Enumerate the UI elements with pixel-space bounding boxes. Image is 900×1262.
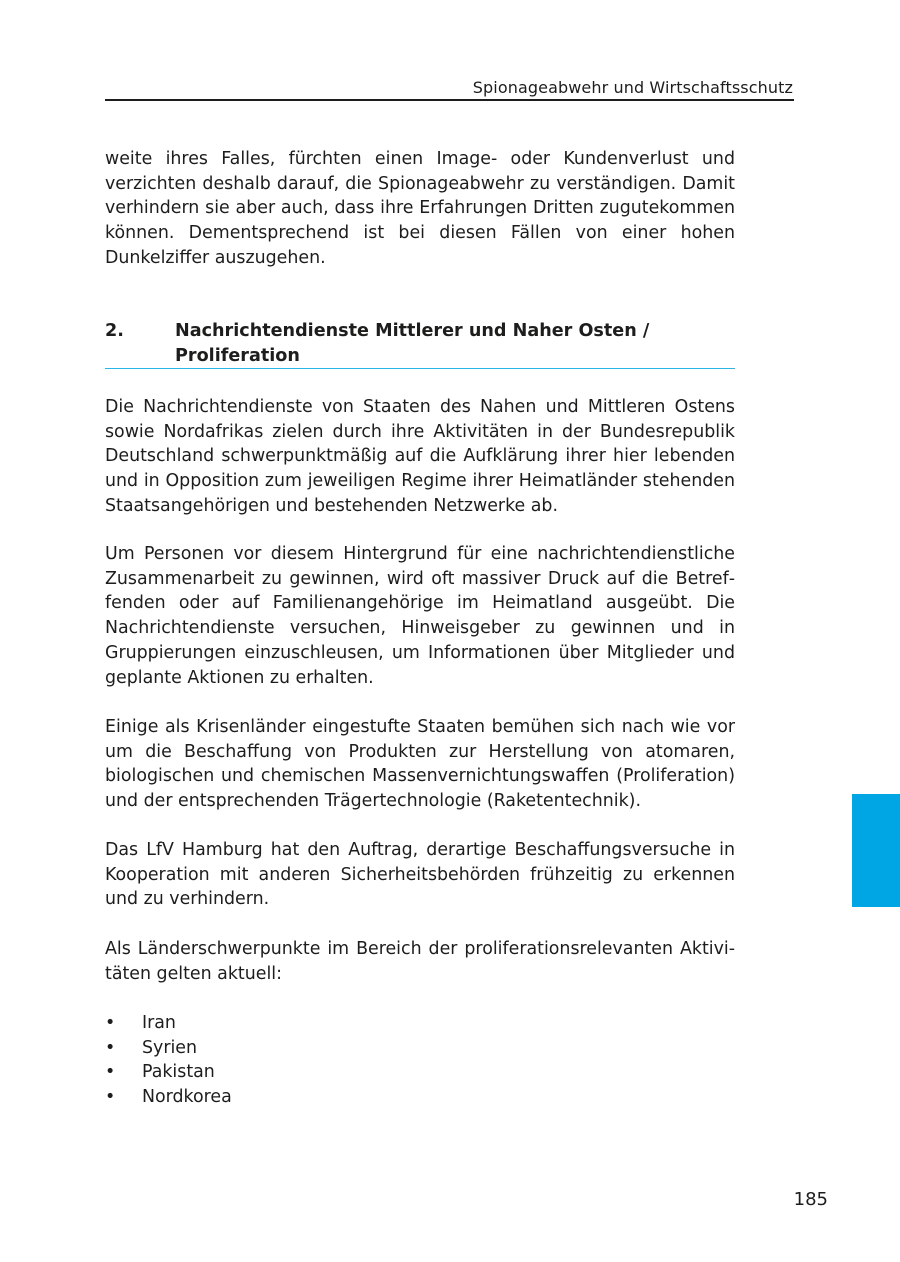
header-rule [105, 99, 794, 101]
paragraph-5-text: Als Länderschwerpunkte im Bereich der proliferationsrelevanten Aktivitäten gelten aktuell: [105, 939, 735, 984]
paragraph-2-text: Um Personen vor diesem Hintergrund für eine nachrichtendienstliche Zusammenarbeit zu gewinnen, wird oft massiver Druck auf die Betreffenden oder auf Familienangehörige im Heimatland ausgeübt. Die Nachrichtendienste versuchen, Hinweisgeber zu gewinnen und in Gruppierungen einzuschleusen, um Informationen über Mitglieder und geplante Aktionen zu erhalten. [105, 544, 735, 688]
list-item-label: Pakistan [142, 1062, 215, 1083]
paragraph-5 [105, 937, 735, 986]
running-header: Spionageabwehr und Wirtschaftsschutz [472, 78, 793, 97]
section-rule [105, 368, 735, 369]
bullet-icon: • [105, 1013, 116, 1033]
paragraph-4-text: Das LfV Hamburg hat den Auftrag, derartige Beschaffungsversuche in Kooperation mit anderen Sicherheitsbehörden frühzeitig zu erkennen und zu verhindern. [105, 840, 735, 910]
list-item-label: Syrien [142, 1037, 198, 1058]
bullet-icon: • [105, 1037, 116, 1058]
chapter-thumb-tab [852, 794, 900, 907]
intro-paragraph [105, 147, 735, 271]
section-number: 2. [105, 321, 124, 341]
list-item [105, 1060, 505, 1085]
bullet-icon: • [105, 1087, 116, 1108]
paragraph-3-text: Einige als Krisenländer eingestufte Staaten bemühen sich nach wie vor um die Beschaffung von Produkten zur Herstellung von atomaren, biologischen und chemischen Massenvernichtungswaffen (Proliferation) und der entsprechenden Trägertechnologie (Raketentechnik). [105, 717, 735, 812]
paragraph-4 [105, 838, 735, 912]
list-item-label: Nordkorea [142, 1087, 232, 1108]
paragraph-2 [105, 542, 735, 690]
section-title: Nachrichtendienste Mittlerer und Naher Osten / Proliferation [175, 321, 650, 366]
list-item [105, 1011, 505, 1036]
list-item [105, 1085, 505, 1110]
list-item-label: Iran [142, 1013, 176, 1033]
page-number: 185 [793, 1189, 828, 1210]
country-list [105, 1011, 505, 1110]
paragraph-1-text: Die Nachrichtendienste von Staaten des Nahen und Mittleren Ostens sowie Nordafrikas zielen durch ihre Aktivitäten in der Bundesrepublik Deutschland schwerpunktmäßig auf die Aufklärung ihrer hier lebenden und in Opposition zum jeweiligen Regime ihrer Heimatländer stehenden Staatsangehörigen und bestehenden Netzwerke ab. [105, 397, 735, 516]
paragraph-3 [105, 715, 735, 814]
bullet-icon: • [105, 1062, 116, 1083]
paragraph-1 [105, 395, 735, 519]
list-item [105, 1036, 505, 1061]
intro-paragraph-text: weite ihres Falles, fürchten einen Image- oder Kundenverlust und verzichten deshalb darauf, die Spionageabwehr zu verständigen. Damit verhindern sie aber auch, dass ihre Erfahrungen Dritten zugutekommen können. Dementsprechend ist bei diesen Fällen von einer hohen Dunkelziffer auszugehen. [105, 149, 735, 268]
